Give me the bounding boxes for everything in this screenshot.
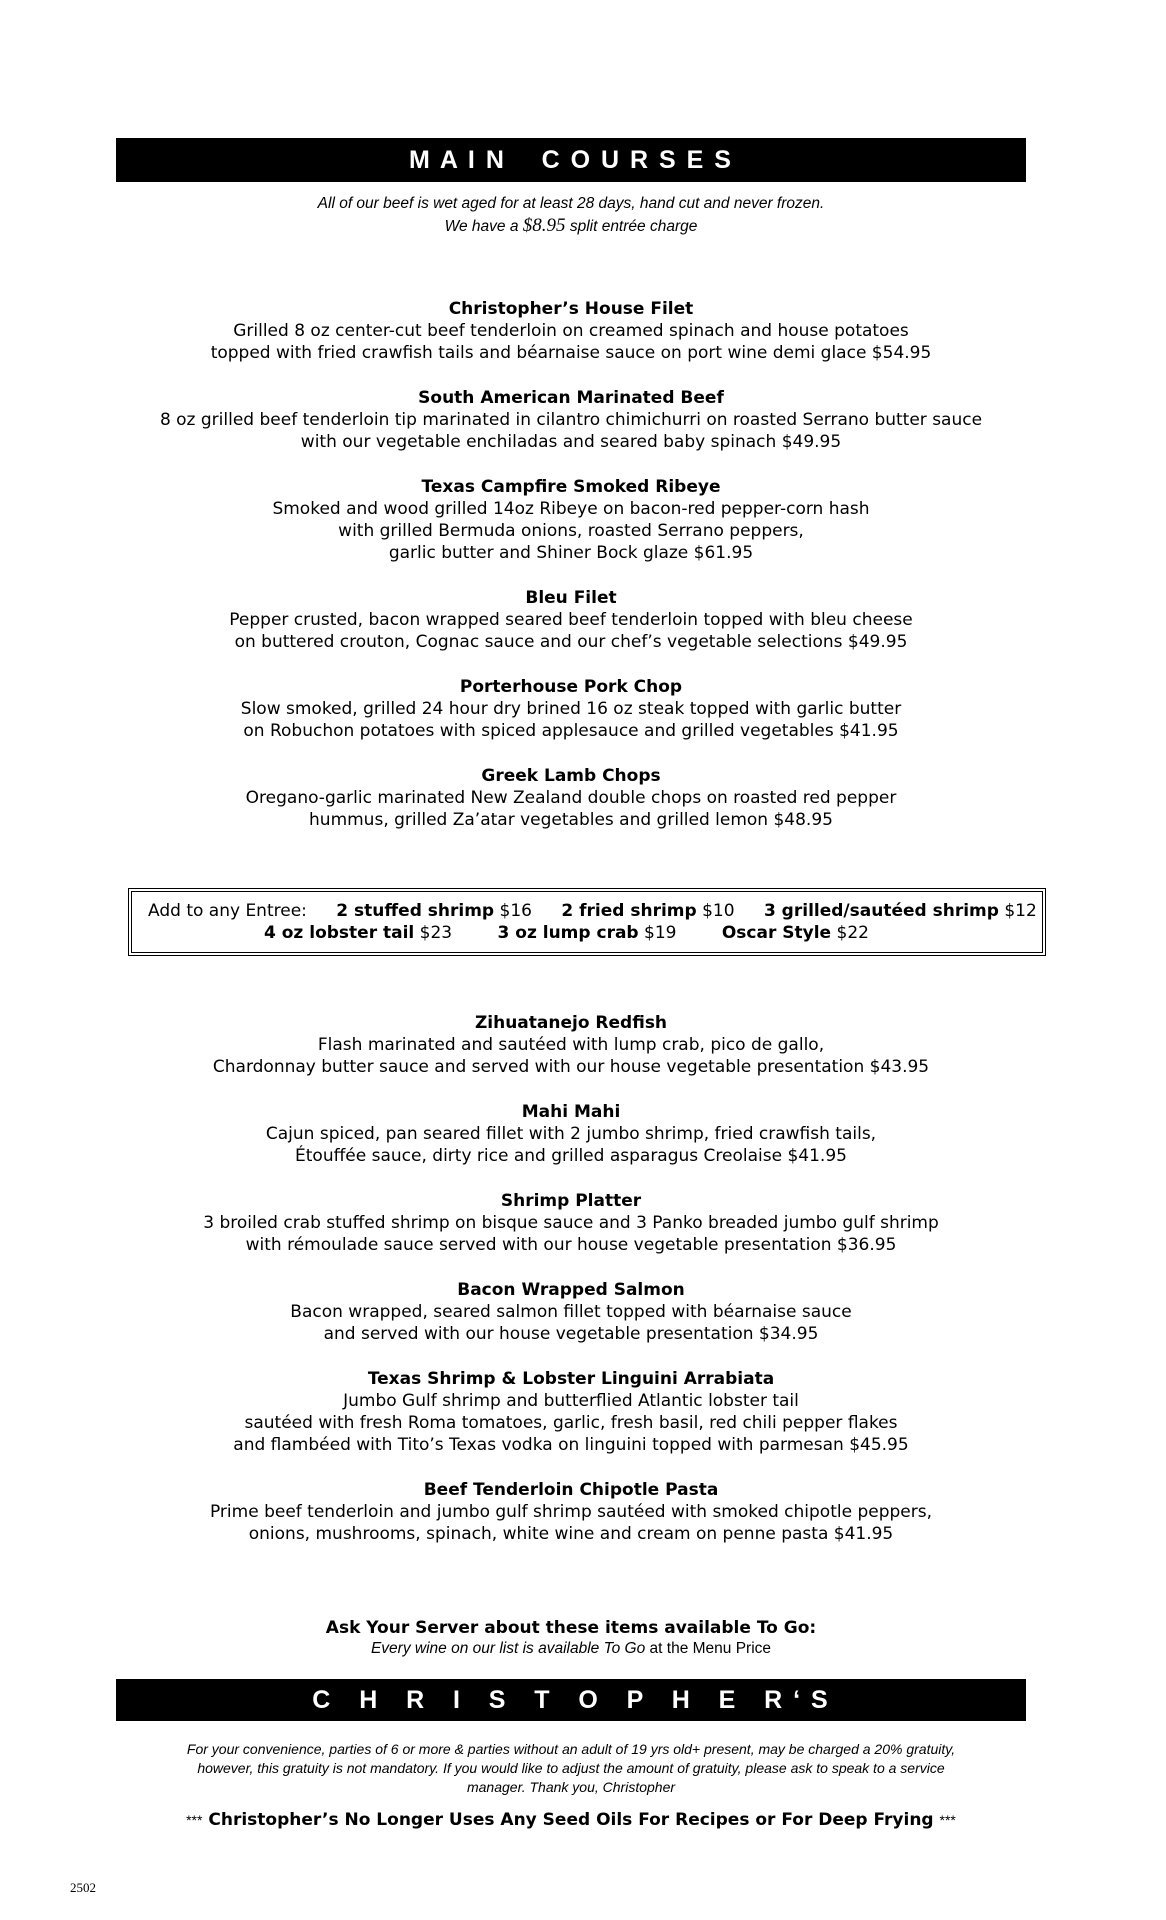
entrees-list [116,298,1026,854]
menu-item-linguini-arrabiata [116,1368,1026,1456]
menu-item-description: with grilled Bermuda onions, roasted Serrano peppers, [338,521,804,541]
menu-item-description: and served with our house vegetable presentation $34.95 [323,1324,819,1344]
menu-item-name: Shrimp Platter [500,1191,642,1211]
menu-item-name: Zihuatanejo Redfish [474,1013,668,1033]
gratuity-line: however, this gratuity is not mandatory. If you would like to adjust the amount of gratuity, please ask to speak to a service [197,1760,945,1776]
add-on-row [142,922,1032,944]
split-charge-post: split entrée charge [565,218,698,235]
menu-item-pork-chop [116,676,1026,742]
menu-item-description: with our vegetable enchiladas and seared baby spinach $49.95 [300,432,842,452]
beef-aging-note: All of our beef is wet aged for at least 28 days, hand cut and never frozen. [317,195,825,212]
add-on-row [142,900,1037,922]
seed-oil-text: Christopher’s No Longer Uses Any Seed Oils For Recipes or For Deep Frying [208,1810,934,1830]
to-go-note [116,1617,1026,1659]
menu-item-campfire-ribeye [116,476,1026,564]
menu-item-redfish [116,1012,1026,1078]
menu-item-description: sautéed with fresh Roma tomatoes, garlic, fresh basil, red chili pepper flakes [244,1413,898,1433]
menu-item-name: Bleu Filet [525,588,617,608]
menu-item-description: Chardonnay butter sauce and served with our house vegetable presentation $43.95 [212,1057,930,1077]
page-code: 2502 [70,1880,96,1895]
gratuity-notice [136,1740,1006,1797]
to-go-subtext [116,1639,1026,1659]
add-on-price: $22 [836,923,869,943]
menu-item-description: garlic butter and Shiner Bock glaze $61.95 [388,543,754,563]
add-on-box [128,888,1046,956]
menu-item-description: Pepper crusted, bacon wrapped seared beef tenderloin topped with bleu cheese [229,610,913,630]
menu-item-name: Bacon Wrapped Salmon [457,1280,685,1300]
menu-item-description: Oregano-garlic marinated New Zealand double chops on roasted red pepper [245,788,897,808]
menu-item-description: Jumbo Gulf shrimp and butterflied Atlantic lobster tail [343,1391,799,1411]
menu-item-description: and flambéed with Tito’s Texas vodka on linguini topped with parmesan $45.95 [233,1435,909,1455]
menu-item-description: Slow smoked, grilled 24 hour dry brined 16 oz steak topped with garlic butter [240,699,902,719]
menu-item-house-filet [116,298,1026,364]
menu-item-name: Texas Shrimp & Lobster Linguini Arrabiata [367,1369,775,1389]
menu-item-bleu-filet [116,587,1026,653]
menu-item-description: with rémoulade sauce served with our house vegetable presentation $36.95 [245,1235,897,1255]
to-go-subtext-plain: at the Menu Price [645,1640,772,1657]
add-on-price: $12 [1004,901,1037,921]
asterisks-right: *** [939,1812,956,1828]
gratuity-line: For your convenience, parties of 6 or more & parties without an adult of 19 yrs old+ present, may be charged a 20% gratuity, [186,1741,956,1757]
restaurant-name-banner: C H R I S T O P H E R ‘ S [116,1679,1026,1721]
asterisks-left: *** [186,1812,203,1828]
menu-item-description: topped with fried crawfish tails and béarnaise sauce on port wine demi glace $54.95 [210,343,932,363]
menu-item-description: Prime beef tenderloin and jumbo gulf shrimp sautéed with smoked chipotle peppers, [209,1502,932,1522]
menu-item-bacon-salmon [116,1279,1026,1345]
menu-item-name: Beef Tenderloin Chipotle Pasta [423,1480,719,1500]
add-on-price: $23 [419,923,453,943]
seafood-pasta-list [116,1012,1026,1568]
split-charge-price: $8.95 [522,215,566,236]
menu-item-name: Christopher’s House Filet [448,299,694,319]
menu-item-description: on Robuchon potatoes with spiced applesauce and grilled vegetables $41.95 [243,721,899,741]
menu-item-shrimp-platter [116,1190,1026,1256]
add-on-name: 4 oz lobster tail [264,923,415,943]
add-on-name: 3 grilled/sautéed shrimp [763,901,999,921]
add-on-price: $19 [644,923,677,943]
intro-note [116,193,1026,238]
add-on-name: 3 oz lump crab [497,923,639,943]
menu-item-description: Flash marinated and sautéed with lump crab, pico de gallo, [317,1035,825,1055]
add-on-name: 2 stuffed shrimp [336,901,495,921]
split-charge-note [116,215,1026,238]
menu-item-name: Porterhouse Pork Chop [459,677,683,697]
menu-item-description: Grilled 8 oz center-cut beef tenderloin on creamed spinach and house potatoes [233,321,909,341]
menu-item-name: Greek Lamb Chops [481,766,661,786]
menu-item-chipotle-pasta [116,1479,1026,1545]
to-go-heading: Ask Your Server about these items available To Go: [325,1618,817,1638]
menu-item-description: Bacon wrapped, seared salmon fillet topped with béarnaise sauce [290,1302,852,1322]
menu-item-description: 8 oz grilled beef tenderloin tip marinated in cilantro chimichurri on roasted Serrano butter sauce [159,410,983,430]
menu-item-description: Smoked and wood grilled 14oz Ribeye on bacon-red pepper-corn hash [272,499,870,519]
menu-item-description: onions, mushrooms, spinach, white wine and cream on penne pasta $41.95 [248,1524,894,1544]
menu-item-lamb-chops [116,765,1026,831]
main-courses-header: M A I N C O U R S E S [116,138,1026,182]
split-charge-pre: We have a [444,218,523,235]
add-on-name: Oscar Style [721,923,832,943]
menu-item-description: on buttered crouton, Cognac sauce and our chef’s vegetable selections $49.95 [234,632,908,652]
menu-item-description: hummus, grilled Za’atar vegetables and grilled lemon $48.95 [309,810,833,830]
gratuity-line: manager. Thank you, Christopher [466,1779,676,1795]
to-go-subtext-italic: Every wine on our list is available To Go [370,1640,646,1657]
menu-item-mahi-mahi [116,1101,1026,1167]
seed-oil-notice [116,1810,1026,1830]
menu-item-name: Texas Campfire Smoked Ribeye [421,477,721,497]
menu-item-description: Cajun spiced, pan seared fillet with 2 jumbo shrimp, fried crawfish tails, [265,1124,877,1144]
menu-item-description: 3 broiled crab stuffed shrimp on bisque sauce and 3 Panko breaded jumbo gulf shrimp [203,1213,939,1233]
add-on-name: 2 fried shrimp [561,901,697,921]
menu-item-description: Étouffée sauce, dirty rice and grilled asparagus Creolaise $41.95 [295,1146,847,1166]
menu-item-south-american-beef [116,387,1026,453]
add-on-price: $16 [499,901,532,921]
add-on-label: Add to any Entree: [148,901,307,921]
menu-item-name: South American Marinated Beef [418,388,724,408]
menu-item-name: Mahi Mahi [521,1102,621,1122]
add-on-price: $10 [702,901,735,921]
